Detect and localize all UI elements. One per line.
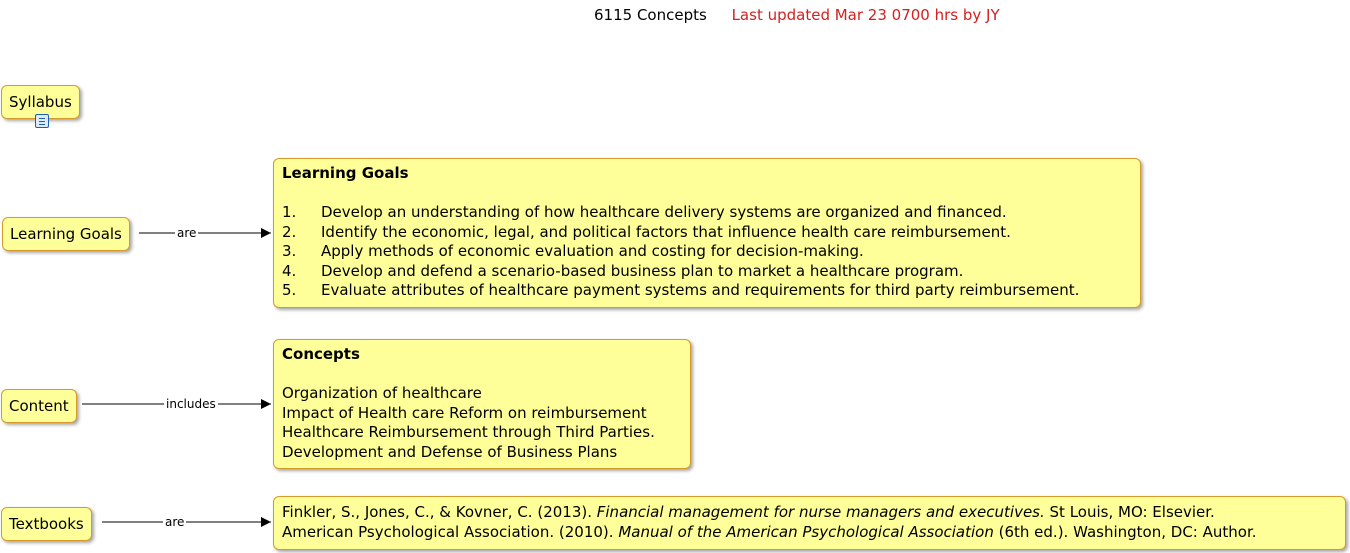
concepts-box-title: Concepts [282,345,360,363]
goal-item: 5. Evaluate attributes of healthcare payment systems and requirements for third party reimbursement. [282,281,1080,299]
goal-item: 2. Identify the economic, legal, and political factors that influence health care reimbursement. [282,222,1011,241]
textbook-reference: Finkler, S., Jones, C., & Kovner, C. (2013). Financial management for nurse managers and executives. St Louis, MO: Elsevier. [282,503,1215,521]
textbooks-node-label: Textbooks [9,515,84,533]
learning-goals-node-label: Learning Goals [10,225,122,243]
link-label-content: includes [166,397,216,411]
goal-item: 1. Develop an understanding of how healthcare delivery systems are organized and financed. [282,203,1007,221]
goal-item: 4. Develop and defend a scenario-based business plan to market a healthcare program. [282,261,964,280]
learning-goals-box-title: Learning Goals [282,164,409,182]
map-title: 6115 Concepts [594,6,707,24]
concept-item: Organization of healthcare [282,384,482,402]
link-label-learning-goals: are [177,226,197,240]
textbook-reference: American Psychological Association. (2010). Manual of the American Psychological Association (6th ed.). Washington, DC: Author. [282,522,1257,541]
document-icon[interactable] [35,114,49,128]
learning-goals-box[interactable] [273,158,1141,308]
concept-item: Impact of Health care Reform on reimbursement [282,403,647,422]
textbooks-node[interactable] [1,507,92,541]
textbooks-box[interactable] [273,496,1346,550]
content-node-label: Content [9,397,69,415]
goal-item: 3. Apply methods of economic evaluation and costing for decision-making. [282,242,864,260]
content-node[interactable] [1,389,77,423]
learning-goals-node[interactable] [2,217,130,251]
syllabus-node-label: Syllabus [9,93,72,111]
link-label-textbooks: are [165,515,185,529]
last-updated-note: Last updated Mar 23 0700 hrs by JY [731,6,1000,24]
concept-item: Healthcare Reimbursement through Third Parties. [282,423,655,441]
concept-item: Development and Defense of Business Plans [282,442,618,461]
concepts-box[interactable] [273,339,691,469]
